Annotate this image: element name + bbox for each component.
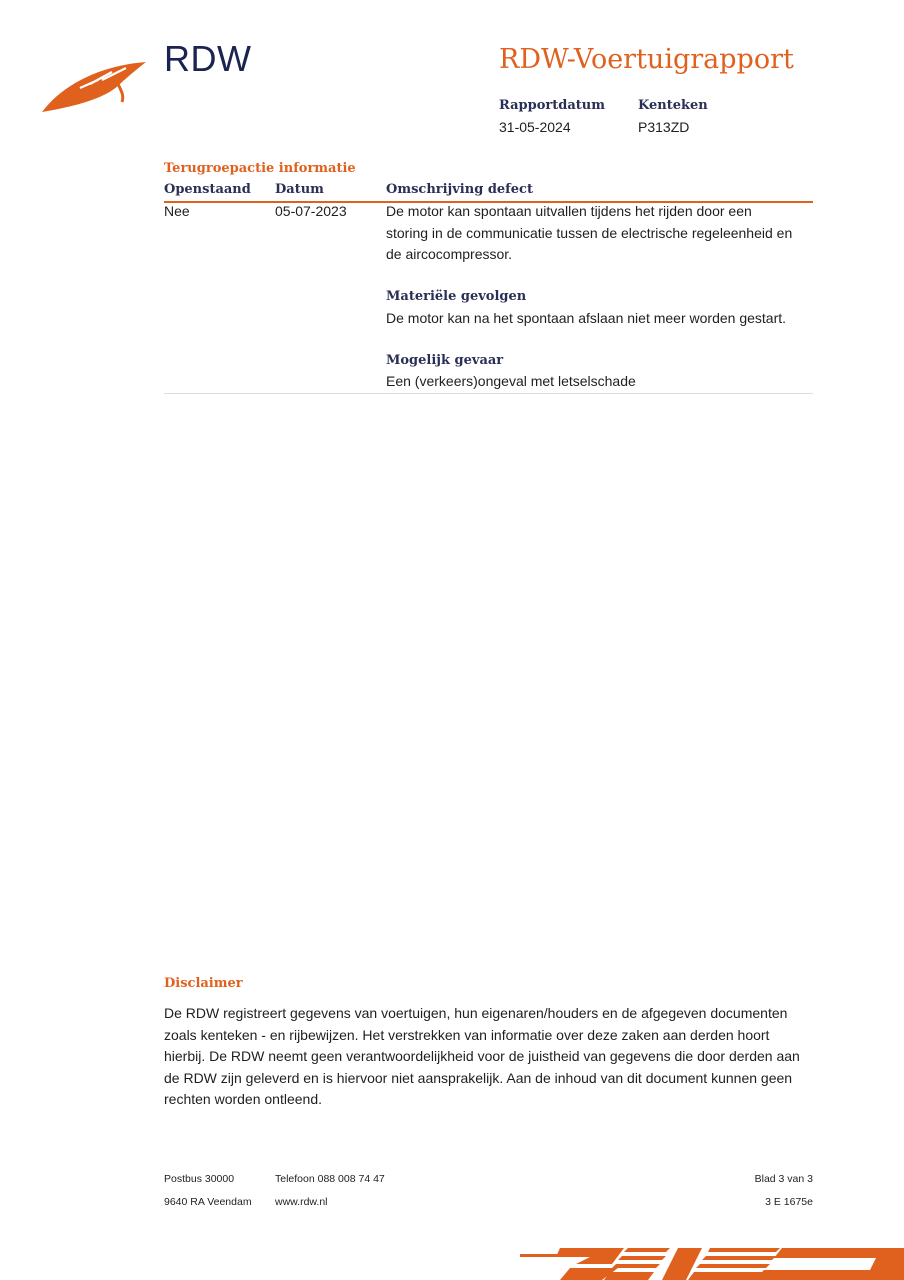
disclaimer-title: Disclaimer [164,976,243,991]
footer-postal: 9640 RA Veendam [164,1196,252,1208]
plate-value: P313ZD [638,119,690,135]
plate-label: Kenteken [638,98,708,113]
recall-section-title: Terugroepactie informatie [164,161,356,176]
consequences-text: De motor kan na het spontaan afslaan niet meer worden gestart. [386,310,787,326]
report-date-label: Rapportdatum [499,98,605,113]
brand-name: RDW [164,38,252,79]
footer-website[interactable]: www.rdw.nl [275,1196,328,1208]
column-header-description: Omschrijving defect [386,182,533,197]
decorative-stripes-icon [520,1244,904,1280]
recall-description: De motor kan spontaan uitvallen tijdens het rijden door een storing in de communicatie tussen de electrische regeleenheid en de aircocompressor. [386,203,793,262]
column-header-open: Openstaand [164,182,251,197]
danger-text: Een (verkeers)ongeval met letselschade [386,373,636,389]
rdw-logo-icon [40,58,148,116]
danger-label: Mogelijk gevaar [386,353,504,368]
disclaimer-text: De RDW registreert gegevens van voertuigen, hun eigenaren/houders en de afgegeven documenten zoals kenteken - en rijbewijzen. Het verstrekken van informatie over deze zaken aan derden hoort hierbij. De RDW neemt geen verantwoordelijkheid voor de juistheid van gegevens die door derden aan de RDW zijn geleverd en is hiervoor niet aansprakelijk. Aan de inhoud van dit document kunnen geen rechten worden ontleend. [164,1005,800,1108]
report-title: RDW-Voertuigrapport [499,44,794,75]
footer-phone: Telefoon 088 008 74 47 [275,1173,385,1185]
consequences-label: Materiële gevolgen [386,289,527,304]
recall-date-value: 05-07-2023 [275,203,347,219]
column-header-date: Datum [275,182,324,197]
table-end-rule [164,393,813,394]
footer-postbus: Postbus 30000 [164,1173,235,1185]
footer-page-number: Blad 3 van 3 [754,1173,813,1185]
report-date-value: 31-05-2024 [499,119,571,135]
recall-open-value: Nee [164,203,190,219]
footer-doc-code: 3 E 1675e [765,1196,813,1208]
